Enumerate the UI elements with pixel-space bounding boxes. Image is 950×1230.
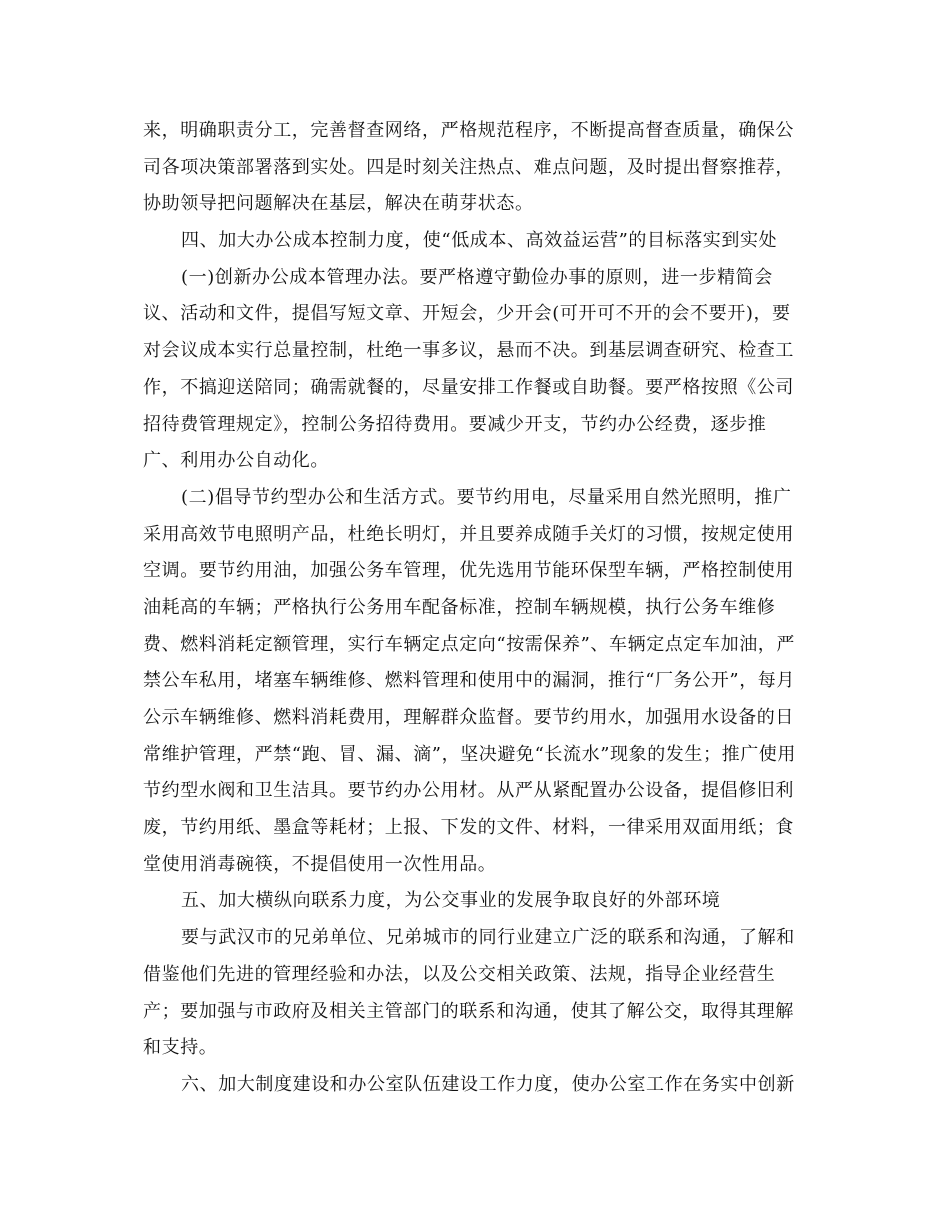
text-line: 要与武汉市的兄弟单位、兄弟城市的同行业建立广泛的联系和沟通，了解和 [181,927,795,949]
document-body [143,113,803,1104]
text-line: 节约型水阀和卫生洁具。要节约办公用材。从严从紧配置办公设备，提倡修旧利 [143,780,794,802]
text-line: 常维护管理，严禁“跑、冒、漏、滴”，坚决避免“长流水”现象的发生；推广使用 [143,743,797,765]
text-line: 广、利用办公自动化。 [143,450,329,472]
text-line: 费、燃料消耗定额管理，实行车辆定点定向“按需保养”、车辆定点定车加油，严 [143,633,796,655]
text-line: (一)创新办公成本管理办法。要严格遵守勤俭办事的原则，进一步精简会 [181,266,773,288]
section-heading: 四、加大办公成本控制力度，使“低成本、高效益运营”的目标落实到实处 [181,230,778,252]
text-line: 禁公车私用，堵塞车辆维修、燃料管理和使用中的漏洞，推行“厂务公开”，每月 [143,670,796,692]
text-line: 产；要加强与市政府及相关主管部门的联系和沟通，使其了解公交，取得其理解 [143,1000,794,1022]
text-line: 来，明确职责分工，完善督查网络，严格规范程序，不断提高督查质量，确保公 [143,120,794,141]
text-line: 公示车辆维修、燃料消耗费用，理解群众监督。要节约用水，加强用水设备的日 [143,707,794,728]
text-line: 和支持。 [143,1037,218,1059]
text-line: 议、活动和文件，提倡写短文章、开短会，少开会(可开可不开的会不要开)，要 [143,303,791,325]
section-heading: 六、加大制度建设和办公室队伍建设工作力度，使办公室工作在务实中创新 [181,1073,795,1095]
text-line: 堂使用消毒碗筷，不提倡使用一次性用品。 [143,853,497,875]
text-line: 司各项决策部署落到实处。四是时刻关注热点、难点问题，及时提出督察推荐， [143,156,794,178]
text-line: 借鉴他们先进的管理经验和办法，以及公交相关政策、法规，指导企业经营生 [143,963,776,985]
section-heading: 五、加大横纵向联系力度，为公交事业的发展争取良好的外部环境 [181,890,721,912]
text-line: 招待费管理规定》，控制公务招待费用。要减少开支，节约办公经费，逐步推 [143,413,767,435]
text-line: (二)倡导节约型办公和生活方式。要节约用电，尽量采用自然光照明，推广 [181,486,792,508]
text-line: 废，节约用纸、墨盒等耗材；上报、下发的文件、材料，一律采用双面用纸；食 [143,817,794,839]
text-line: 协助领导把问题解决在基层，解决在萌芽状态。 [143,193,534,215]
text-line: 油耗高的车辆；严格执行公务用车配备标准，控制车辆规模，执行公务车维修 [143,596,776,618]
text-line: 作，不搞迎送陪同；确需就餐的，尽量安排工作餐或自助餐。要严格按照《公司 [143,376,794,398]
text-line: 采用高效节电照明产品，杜绝长明灯，并且要养成随手关灯的习惯，按规定使用 [143,523,794,545]
text-line: 对会议成本实行总量控制，杜绝一事多议，悬而不决。到基层调查研究、检查工 [143,340,794,362]
text-line: 空调。要节约用油，加强公务车管理，优先选用节能环保型车辆，严格控制使用 [143,560,794,582]
